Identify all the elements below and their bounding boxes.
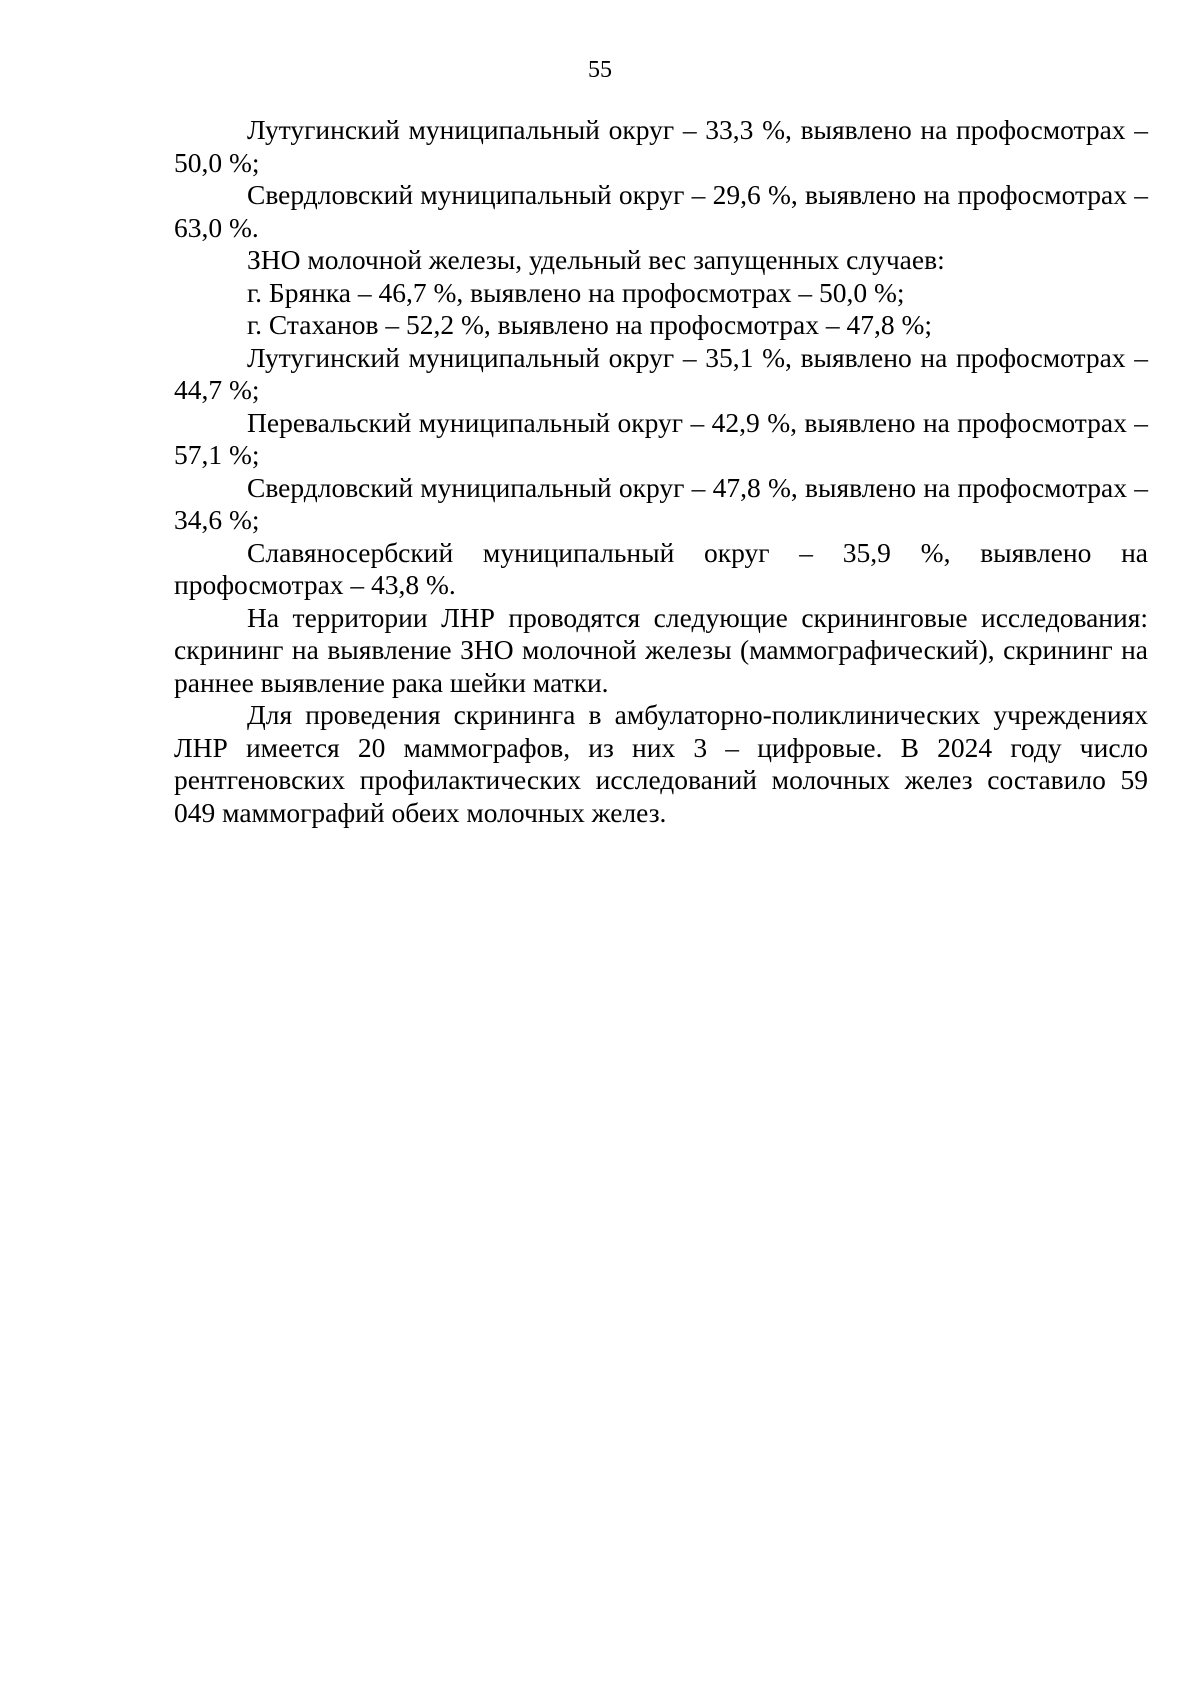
paragraph-mammographs: Для проведения скрининга в амбулаторно-поликлинических учреждениях ЛНР имеется 20 маммографов, из них 3 – цифровые. В 2024 году число рентгеновских профилактических исследований молочных желез составило 59 049 маммографий обеих молочных желез. — [174, 699, 1148, 828]
paragraph-perevalsky: Перевальский муниципальный округ – 42,9 %, выявлено на профосмотрах – 57,1 %; — [174, 406, 1148, 470]
paragraph-slavyanoserbsky: Славяносербский муниципальный округ – 35,9 %, выявлено на профосмотрах – 43,8 %. — [174, 536, 1148, 600]
paragraph-screening-types: На территории ЛНР проводятся следующие скрининговые исследования: скрининг на выявление ЗНО молочной железы (маммографический), скрининг на раннее выявление рака шейки матки. — [174, 601, 1148, 698]
paragraph-breast-cancer-heading: ЗНО молочной железы, удельный вес запущенных случаев: — [247, 244, 945, 275]
paragraph-lutuginsky-2: Лутугинский муниципальный округ – 35,1 %, выявлено на профосмотрах – 44,7 %; — [174, 341, 1148, 405]
paragraph-sverdlovsky-2: Свердловский муниципальный округ – 47,8 %, выявлено на профосмотрах – 34,6 %; — [174, 471, 1148, 535]
paragraph-lutuginsky-1: Лутугинский муниципальный округ – 33,3 %, выявлено на профосмотрах – 50,0 %; — [174, 114, 1148, 178]
page-number: 55 — [588, 57, 612, 83]
document-body — [174, 114, 1148, 829]
paragraph-stakhanov: г. Стаханов – 52,2 %, выявлено на профосмотрах – 47,8 %; — [247, 309, 933, 340]
paragraph-bryanka: г. Брянка – 46,7 %, выявлено на профосмотрах – 50,0 %; — [247, 276, 905, 308]
paragraph-sverdlovsky-1: Свердловский муниципальный округ – 29,6 %, выявлено на профосмотрах – 63,0 %. — [174, 179, 1148, 243]
